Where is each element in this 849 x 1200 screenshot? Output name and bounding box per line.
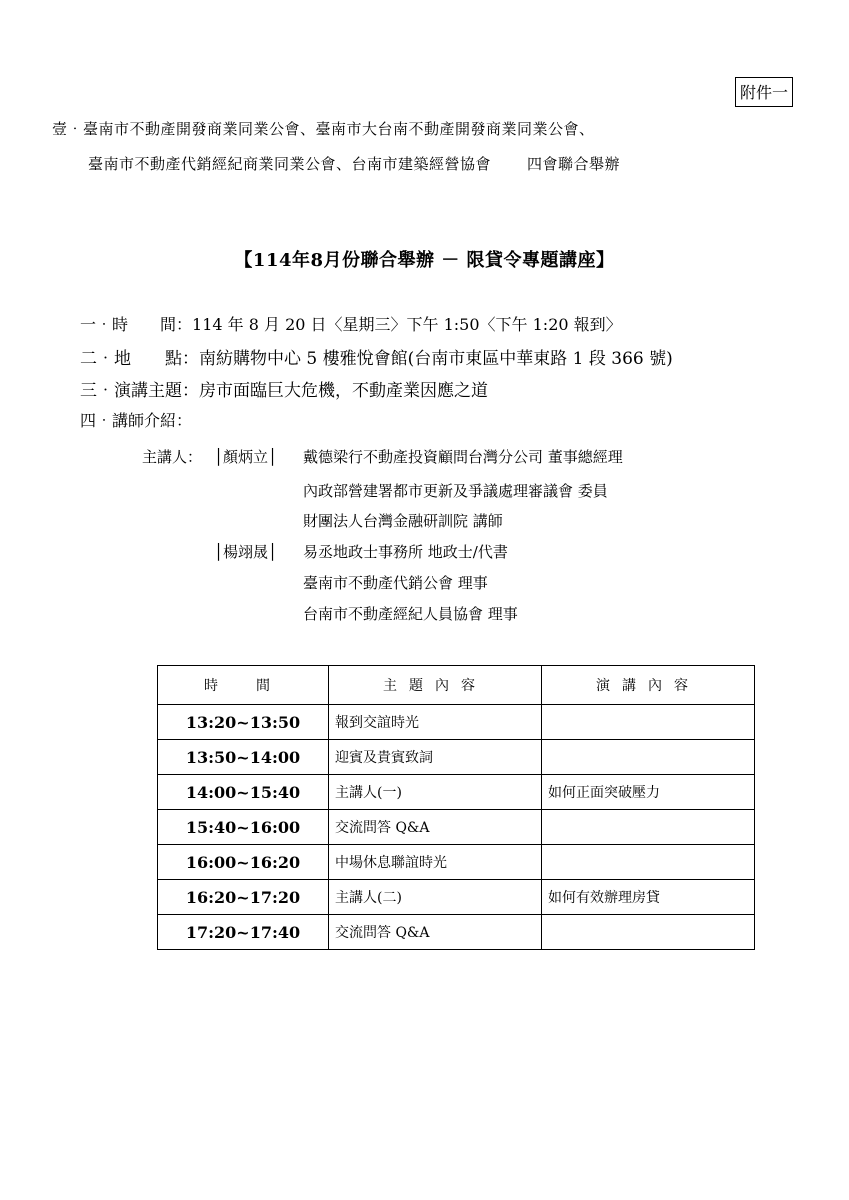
row-content [542, 740, 755, 775]
row-content: 如何有效辦理房貸 [542, 880, 755, 915]
info-time-label: 一‧時 間： [80, 315, 193, 334]
info-time [80, 312, 622, 335]
organizers-line-1: 壹‧臺南市不動產開發商業同業公會、臺南市大台南不動產開發商業同業公會、 [52, 120, 595, 138]
table-row [158, 810, 755, 845]
row-time: 16:00~16:20 [158, 845, 329, 880]
schedule-table [157, 665, 755, 950]
row-content [542, 915, 755, 950]
info-topic-label: 三‧演講主題： [80, 381, 199, 401]
row-time: 13:50~14:00 [158, 740, 329, 775]
info-time-value: 114 年 8 月 20 日〈星期三〉下午 1:50〈下午 1:20 報到〉 [192, 315, 622, 334]
speaker-1-title-3: 財團法人台灣金融研訓院 講師 [303, 512, 503, 530]
row-topic: 交流問答 Q&A [329, 915, 542, 950]
row-topic: 交流問答 Q&A [329, 810, 542, 845]
row-topic: 主講人(一) [329, 775, 542, 810]
info-speaker-label: 四‧講師介紹： [80, 411, 193, 430]
header-topic: 主題內容 [329, 666, 542, 705]
row-time: 15:40~16:00 [158, 810, 329, 845]
row-topic: 報到交誼時光 [329, 705, 542, 740]
speaker-2-title-2: 臺南市不動產代銷公會 理事 [303, 574, 488, 592]
row-content [542, 845, 755, 880]
speaker-2-title-1: 易丞地政士事務所 地政士/代書 [303, 543, 508, 561]
table-row [158, 845, 755, 880]
info-place [80, 344, 673, 369]
info-place-value: 南紡購物中心 5 樓雅悅會館(台南市東區中華東路 1 段 366 號) [199, 349, 673, 369]
table-row [158, 740, 755, 775]
row-time: 17:20~17:40 [158, 915, 329, 950]
schedule-header-row [158, 666, 755, 705]
info-topic [80, 376, 488, 401]
table-row [158, 880, 755, 915]
host-label: 主講人： [142, 448, 203, 466]
speaker-2-title-3: 台南市不動產經紀人員協會 理事 [303, 605, 518, 623]
table-row [158, 705, 755, 740]
row-time: 13:20~13:50 [158, 705, 329, 740]
info-topic-value: 房市面臨巨大危機，不動產業因應之道 [199, 381, 488, 401]
joint-organize-note: 四會聯合舉辦 [527, 155, 621, 173]
document-title: 【114年8月份聯合舉辦 － 限貸令專題講座】 [234, 250, 615, 271]
speaker-1-name: │顏炳立│ [214, 448, 278, 466]
row-content [542, 705, 755, 740]
row-time: 14:00~15:40 [158, 775, 329, 810]
header-content: 演講內容 [542, 666, 755, 705]
table-row [158, 915, 755, 950]
attachment-label: 附件一 [735, 77, 793, 107]
organizers-line-2-text: 臺南市不動產代銷經紀商業同業公會、台南市建築經營協會 [88, 155, 492, 173]
row-topic: 迎賓及貴賓致詞 [329, 740, 542, 775]
speaker-1-title-2: 內政部營建署都市更新及爭議處理審議會 委員 [303, 482, 608, 500]
info-place-label: 二‧地 點： [80, 349, 199, 369]
table-row [158, 775, 755, 810]
row-content: 如何正面突破壓力 [542, 775, 755, 810]
speaker-1-title-1: 戴德梁行不動產投資顧問台灣分公司 董事總經理 [303, 448, 623, 466]
speaker-2-name: │楊翊晟│ [214, 543, 278, 561]
header-time: 時 間 [158, 666, 329, 705]
row-topic: 中場休息聯誼時光 [329, 845, 542, 880]
row-topic: 主講人(二) [329, 880, 542, 915]
row-time: 16:20~17:20 [158, 880, 329, 915]
row-content [542, 810, 755, 845]
organizers-line-2 [88, 153, 620, 174]
